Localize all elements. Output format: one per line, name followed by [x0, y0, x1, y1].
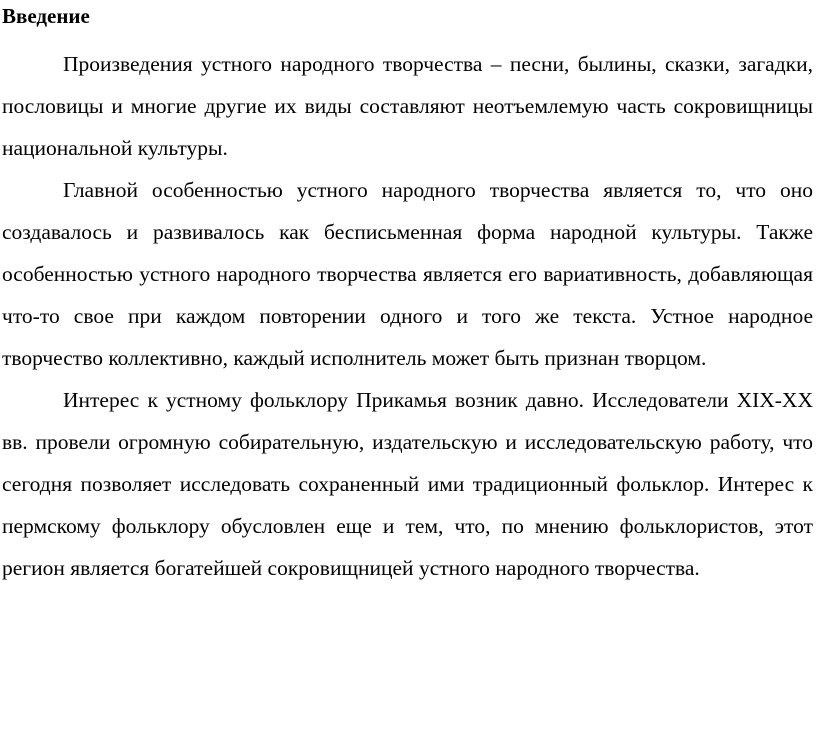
section-heading: Введение	[2, 4, 90, 28]
paragraph-main-feature: Главной особенностью устного народного творчества является то, что оно создавалось и развивалось как бесписьменная форма народной культуры. Также особенностью устного народного творчества является его вариативность, добавляющая что-то свое при каждом повторении одного и того же текста. Устное народное творчество коллективно, каждый исполнитель может быть признан творцом.	[2, 178, 813, 370]
paragraph-prikamye-folklore: Интерес к устному фольклору Прикамья возник давно. Исследователи XIX-XX вв. провели огромную собирательную, издательскую и исследовательскую работу, что сегодня позволяет исследовать сохраненный ими традиционный фольклор. Интерес к пермскому фольклору обусловлен еще и тем, что, по мнению фольклористов, этот регион является богатейшей сокровищницей устного народного творчества.	[2, 388, 813, 580]
paragraph-oral-folk-art-definition: Произведения устного народного творчества – песни, былины, сказки, загадки, пословицы и многие другие их виды составляют неотъемлемую часть сокровищницы национальной культуры.	[2, 52, 813, 160]
